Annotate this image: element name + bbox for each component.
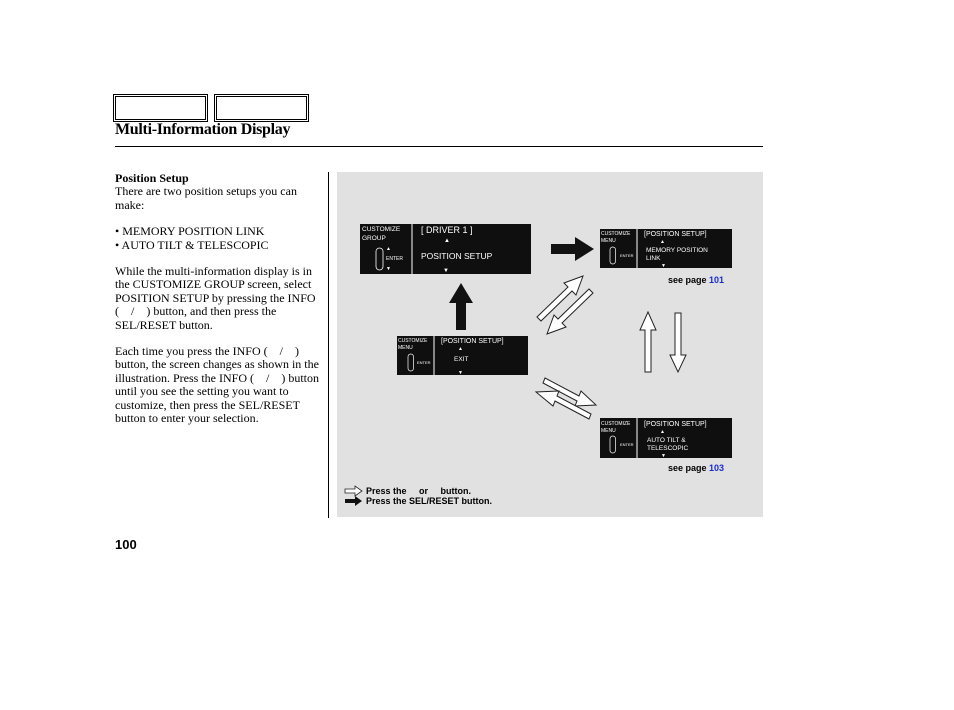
position-setup-diagram — [337, 172, 763, 517]
info-arrow-diag-down-icon — [547, 289, 593, 334]
screen-main-center: POSITION SETUP — [421, 251, 493, 261]
down-arrow-icon: ▼ — [443, 268, 449, 274]
screen-memory-top: [POSITION SETUP] — [644, 231, 707, 238]
legend-hollow-arrow-icon — [345, 486, 362, 496]
see-page-auto: see page 103 — [668, 463, 725, 473]
legend-solid-arrow-icon — [345, 496, 362, 506]
screen-main-left-line1: CUSTOMIZE — [362, 226, 401, 233]
intro-text: There are two position setups you can make: — [115, 184, 297, 212]
bullet-auto-tilt-telescopic: • AUTO TILT & TELESCOPIC — [115, 237, 269, 252]
screen-auto-tilt-telescopic — [600, 418, 732, 459]
up-arrow-icon: ▲ — [458, 346, 463, 352]
see-page-link-103[interactable]: 103 — [709, 463, 725, 473]
screen-main-enter: ENTER — [386, 256, 403, 262]
page-title: Multi-Information Display — [115, 121, 291, 138]
screen-auto-enter: ENTER — [620, 442, 634, 447]
up-small-icon: ▲ — [386, 246, 391, 252]
info-arrow-down-icon — [670, 313, 686, 372]
see-page-memory: see page 101 — [668, 275, 725, 285]
screen-exit — [397, 336, 528, 376]
screen-exit-left-line1: CUSTOMIZE — [398, 338, 428, 344]
screen-memory-enter: ENTER — [620, 253, 634, 258]
screen-auto-left-line1: CUSTOMIZE — [601, 421, 631, 427]
legend-press-sel: Press the SEL/RESET button. — [366, 496, 493, 506]
info-arrow-diag-up-icon — [537, 276, 583, 321]
down-arrow-icon: ▼ — [661, 263, 666, 269]
column-divider — [328, 172, 329, 518]
screen-memory-line2: LINK — [646, 255, 661, 262]
screen-main-top: [ DRIVER 1 ] — [421, 225, 473, 235]
see-page-link-101[interactable]: 101 — [709, 275, 725, 285]
section-heading: Position Setup — [115, 171, 189, 185]
info-arrow-up-icon — [640, 312, 656, 372]
screen-auto-line1: AUTO TILT & — [647, 437, 686, 444]
down-arrow-icon: ▼ — [458, 370, 463, 376]
screen-main-left-line2: GROUP — [362, 235, 386, 242]
screen-memory-left-line1: CUSTOMIZE — [601, 231, 631, 237]
bullet-memory-position-link: • MEMORY POSITION LINK — [115, 224, 265, 239]
paragraph-press-info: Each time you press the INFO ( / ) button, the screen changes as shown in the illustration. Press the INFO ( / ) button until you see the setting you want to customize, then press the SEL/RESET button to enter your selection. — [115, 344, 322, 426]
up-arrow-icon: ▲ — [660, 429, 665, 435]
down-small-icon: ▼ — [386, 266, 391, 272]
screen-exit-enter: ENTER — [417, 360, 431, 365]
screen-memory-left-line2: MENU — [601, 238, 616, 244]
sel-reset-arrow-right-icon — [551, 237, 594, 261]
sel-reset-arrow-up-icon — [449, 283, 473, 330]
screen-auto-left-line2: MENU — [601, 428, 616, 434]
screen-exit-top: [POSITION SETUP] — [441, 338, 504, 345]
header-tab-box-2 — [216, 96, 307, 120]
screen-auto-line2: TELESCOPIC — [647, 445, 689, 452]
down-arrow-icon: ▼ — [661, 453, 666, 459]
screen-exit-left-line2: MENU — [398, 345, 413, 351]
screen-memory-line1: MEMORY POSITION — [646, 247, 708, 254]
screen-memory-position-link — [600, 229, 732, 269]
page-number: 100 — [115, 537, 137, 552]
legend-press-info: Press the or button. — [366, 486, 472, 496]
left-text-column — [115, 172, 320, 426]
paragraph-select-position-setup: While the multi-information display is in the CUSTOMIZE GROUP screen, select POSITION SETUP by pressing the INFO ( / ) button, and then press the SEL/RESET button. — [115, 264, 319, 332]
up-arrow-icon: ▲ — [444, 238, 450, 244]
up-arrow-icon: ▲ — [660, 239, 665, 245]
screen-position-setup — [360, 224, 531, 274]
title-rule — [115, 146, 763, 147]
screen-exit-center: EXIT — [454, 356, 469, 363]
screen-auto-top: [POSITION SETUP] — [644, 421, 707, 428]
header-tab-box-1 — [115, 96, 206, 120]
